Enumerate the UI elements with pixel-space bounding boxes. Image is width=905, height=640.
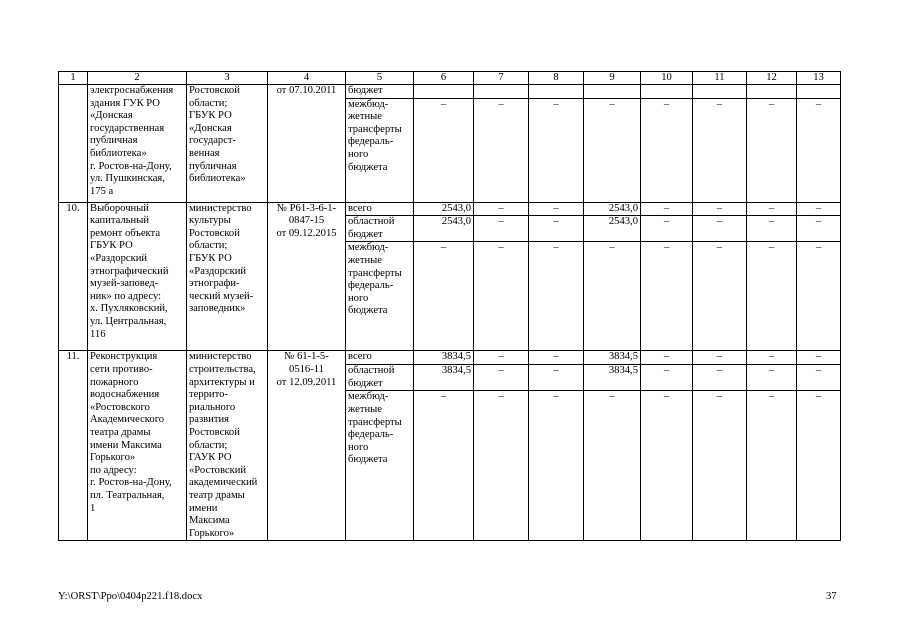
- dash-cell: –: [693, 98, 747, 202]
- dash-cell: –: [641, 365, 693, 391]
- dash-cell: –: [474, 242, 529, 351]
- customer-name: министерство строительства, архитектуры и террито- риального развития Ростовской области; ГАУК РО «Ростовский академический театр драмы имени Максима Горького»: [187, 351, 268, 541]
- funding-source: межбюд- жетные трансферты федераль- ного бюджета: [346, 391, 414, 541]
- funding-source: областной бюджет: [346, 365, 414, 391]
- dash-cell: –: [747, 202, 797, 216]
- col-header: 9: [584, 72, 641, 85]
- value-cell: 2543,0: [414, 216, 474, 242]
- dash-cell: –: [797, 391, 841, 541]
- dash-cell: –: [641, 351, 693, 365]
- budget-table: [58, 71, 841, 541]
- dash-cell: –: [641, 391, 693, 541]
- dash-cell: –: [797, 351, 841, 365]
- customer-name: Ростовской области; ГБУК РО «Донская государст- венная публичная библиотека»: [187, 85, 268, 203]
- dash-cell: –: [529, 365, 584, 391]
- col-header: 7: [474, 72, 529, 85]
- dash-cell: –: [641, 202, 693, 216]
- dash-cell: –: [747, 242, 797, 351]
- item-number: 11.: [59, 351, 88, 541]
- col-header: 2: [88, 72, 187, 85]
- dash-cell: –: [474, 202, 529, 216]
- value-cell: 3834,5: [414, 365, 474, 391]
- dash-cell: –: [641, 242, 693, 351]
- funding-source: межбюд- жетные трансферты федераль- ного бюджета: [346, 242, 414, 351]
- dash-cell: –: [747, 391, 797, 541]
- dash-cell: –: [474, 351, 529, 365]
- dash-cell: –: [414, 98, 474, 202]
- dash-cell: –: [747, 365, 797, 391]
- object-name: Реконструкция сети противо- пожарного водоснабжения «Ростовского Академического театра драмы имени Максима Горького» по адресу: г. Ростов-на-Дону, пл. Театральная, 1: [88, 351, 187, 541]
- dash-cell: –: [797, 202, 841, 216]
- dash-cell: –: [797, 98, 841, 202]
- col-header: 4: [268, 72, 346, 85]
- dash-cell: –: [693, 216, 747, 242]
- dash-cell: –: [414, 242, 474, 351]
- dash-cell: –: [641, 216, 693, 242]
- col-header: 3: [187, 72, 268, 85]
- value-cell: 3834,5: [414, 351, 474, 365]
- dash-cell: –: [529, 98, 584, 202]
- col-header: 1: [59, 72, 88, 85]
- col-header: 12: [747, 72, 797, 85]
- value-cell: 2543,0: [584, 216, 641, 242]
- funding-source: всего: [346, 351, 414, 365]
- dash-cell: –: [474, 216, 529, 242]
- dash-cell: –: [474, 391, 529, 541]
- dash-cell: –: [584, 242, 641, 351]
- document-ref: № Р61-3-6-1- 0847-15 от 09.12.2015: [268, 202, 346, 351]
- dash-cell: –: [797, 365, 841, 391]
- object-name: Выборочный капитальный ремонт объекта ГБУК РО «Раздорский этнографический музей-заповед- ник» по адресу: х. Пухляковский, ул. Центральная, 116: [88, 202, 187, 351]
- page-number: 37: [826, 591, 837, 602]
- table-row: [59, 202, 841, 216]
- value-cell: 3834,5: [584, 351, 641, 365]
- funding-source: бюджет: [346, 85, 414, 99]
- funding-source: межбюд- жетные трансферты федераль- ного бюджета: [346, 98, 414, 202]
- col-header: 11: [693, 72, 747, 85]
- value-cell: 2543,0: [584, 202, 641, 216]
- value-cell: 2543,0: [414, 202, 474, 216]
- col-header: 6: [414, 72, 474, 85]
- document-ref: от 07.10.2011: [268, 85, 346, 203]
- dash-cell: –: [414, 391, 474, 541]
- dash-cell: –: [797, 216, 841, 242]
- customer-name: министерство культуры Ростовской области; ГБУК РО «Раздорский этнографи- ческий музей- заповедник»: [187, 202, 268, 351]
- dash-cell: –: [529, 216, 584, 242]
- dash-cell: –: [529, 202, 584, 216]
- dash-cell: –: [747, 216, 797, 242]
- funding-source: всего: [346, 202, 414, 216]
- dash-cell: –: [529, 391, 584, 541]
- dash-cell: –: [584, 98, 641, 202]
- dash-cell: –: [747, 351, 797, 365]
- dash-cell: –: [693, 391, 747, 541]
- col-header: 13: [797, 72, 841, 85]
- dash-cell: –: [693, 365, 747, 391]
- col-header: 5: [346, 72, 414, 85]
- document-ref: № 61-1-5- 0516-11 от 12.09.2011: [268, 351, 346, 541]
- dash-cell: –: [693, 202, 747, 216]
- col-header: 10: [641, 72, 693, 85]
- item-number: 10.: [59, 202, 88, 351]
- header-row: [59, 72, 841, 85]
- item-number: [59, 85, 88, 203]
- table-row: [59, 351, 841, 365]
- table-row: [59, 85, 841, 99]
- dash-cell: –: [693, 351, 747, 365]
- dash-cell: –: [641, 98, 693, 202]
- funding-source: областной бюджет: [346, 216, 414, 242]
- dash-cell: –: [693, 242, 747, 351]
- dash-cell: –: [529, 351, 584, 365]
- value-cell: 3834,5: [584, 365, 641, 391]
- dash-cell: –: [747, 98, 797, 202]
- dash-cell: –: [797, 242, 841, 351]
- file-path: Y:\ORST\Ppo\0404p221.f18.docx: [58, 591, 203, 602]
- dash-cell: –: [584, 391, 641, 541]
- col-header: 8: [529, 72, 584, 85]
- dash-cell: –: [474, 365, 529, 391]
- dash-cell: –: [474, 98, 529, 202]
- object-name: электроснабжения здания ГУК РО «Донская государственная публичная библиотека» г. Ростов-на-Дону, ул. Пушкинская, 175 а: [88, 85, 187, 203]
- dash-cell: –: [529, 242, 584, 351]
